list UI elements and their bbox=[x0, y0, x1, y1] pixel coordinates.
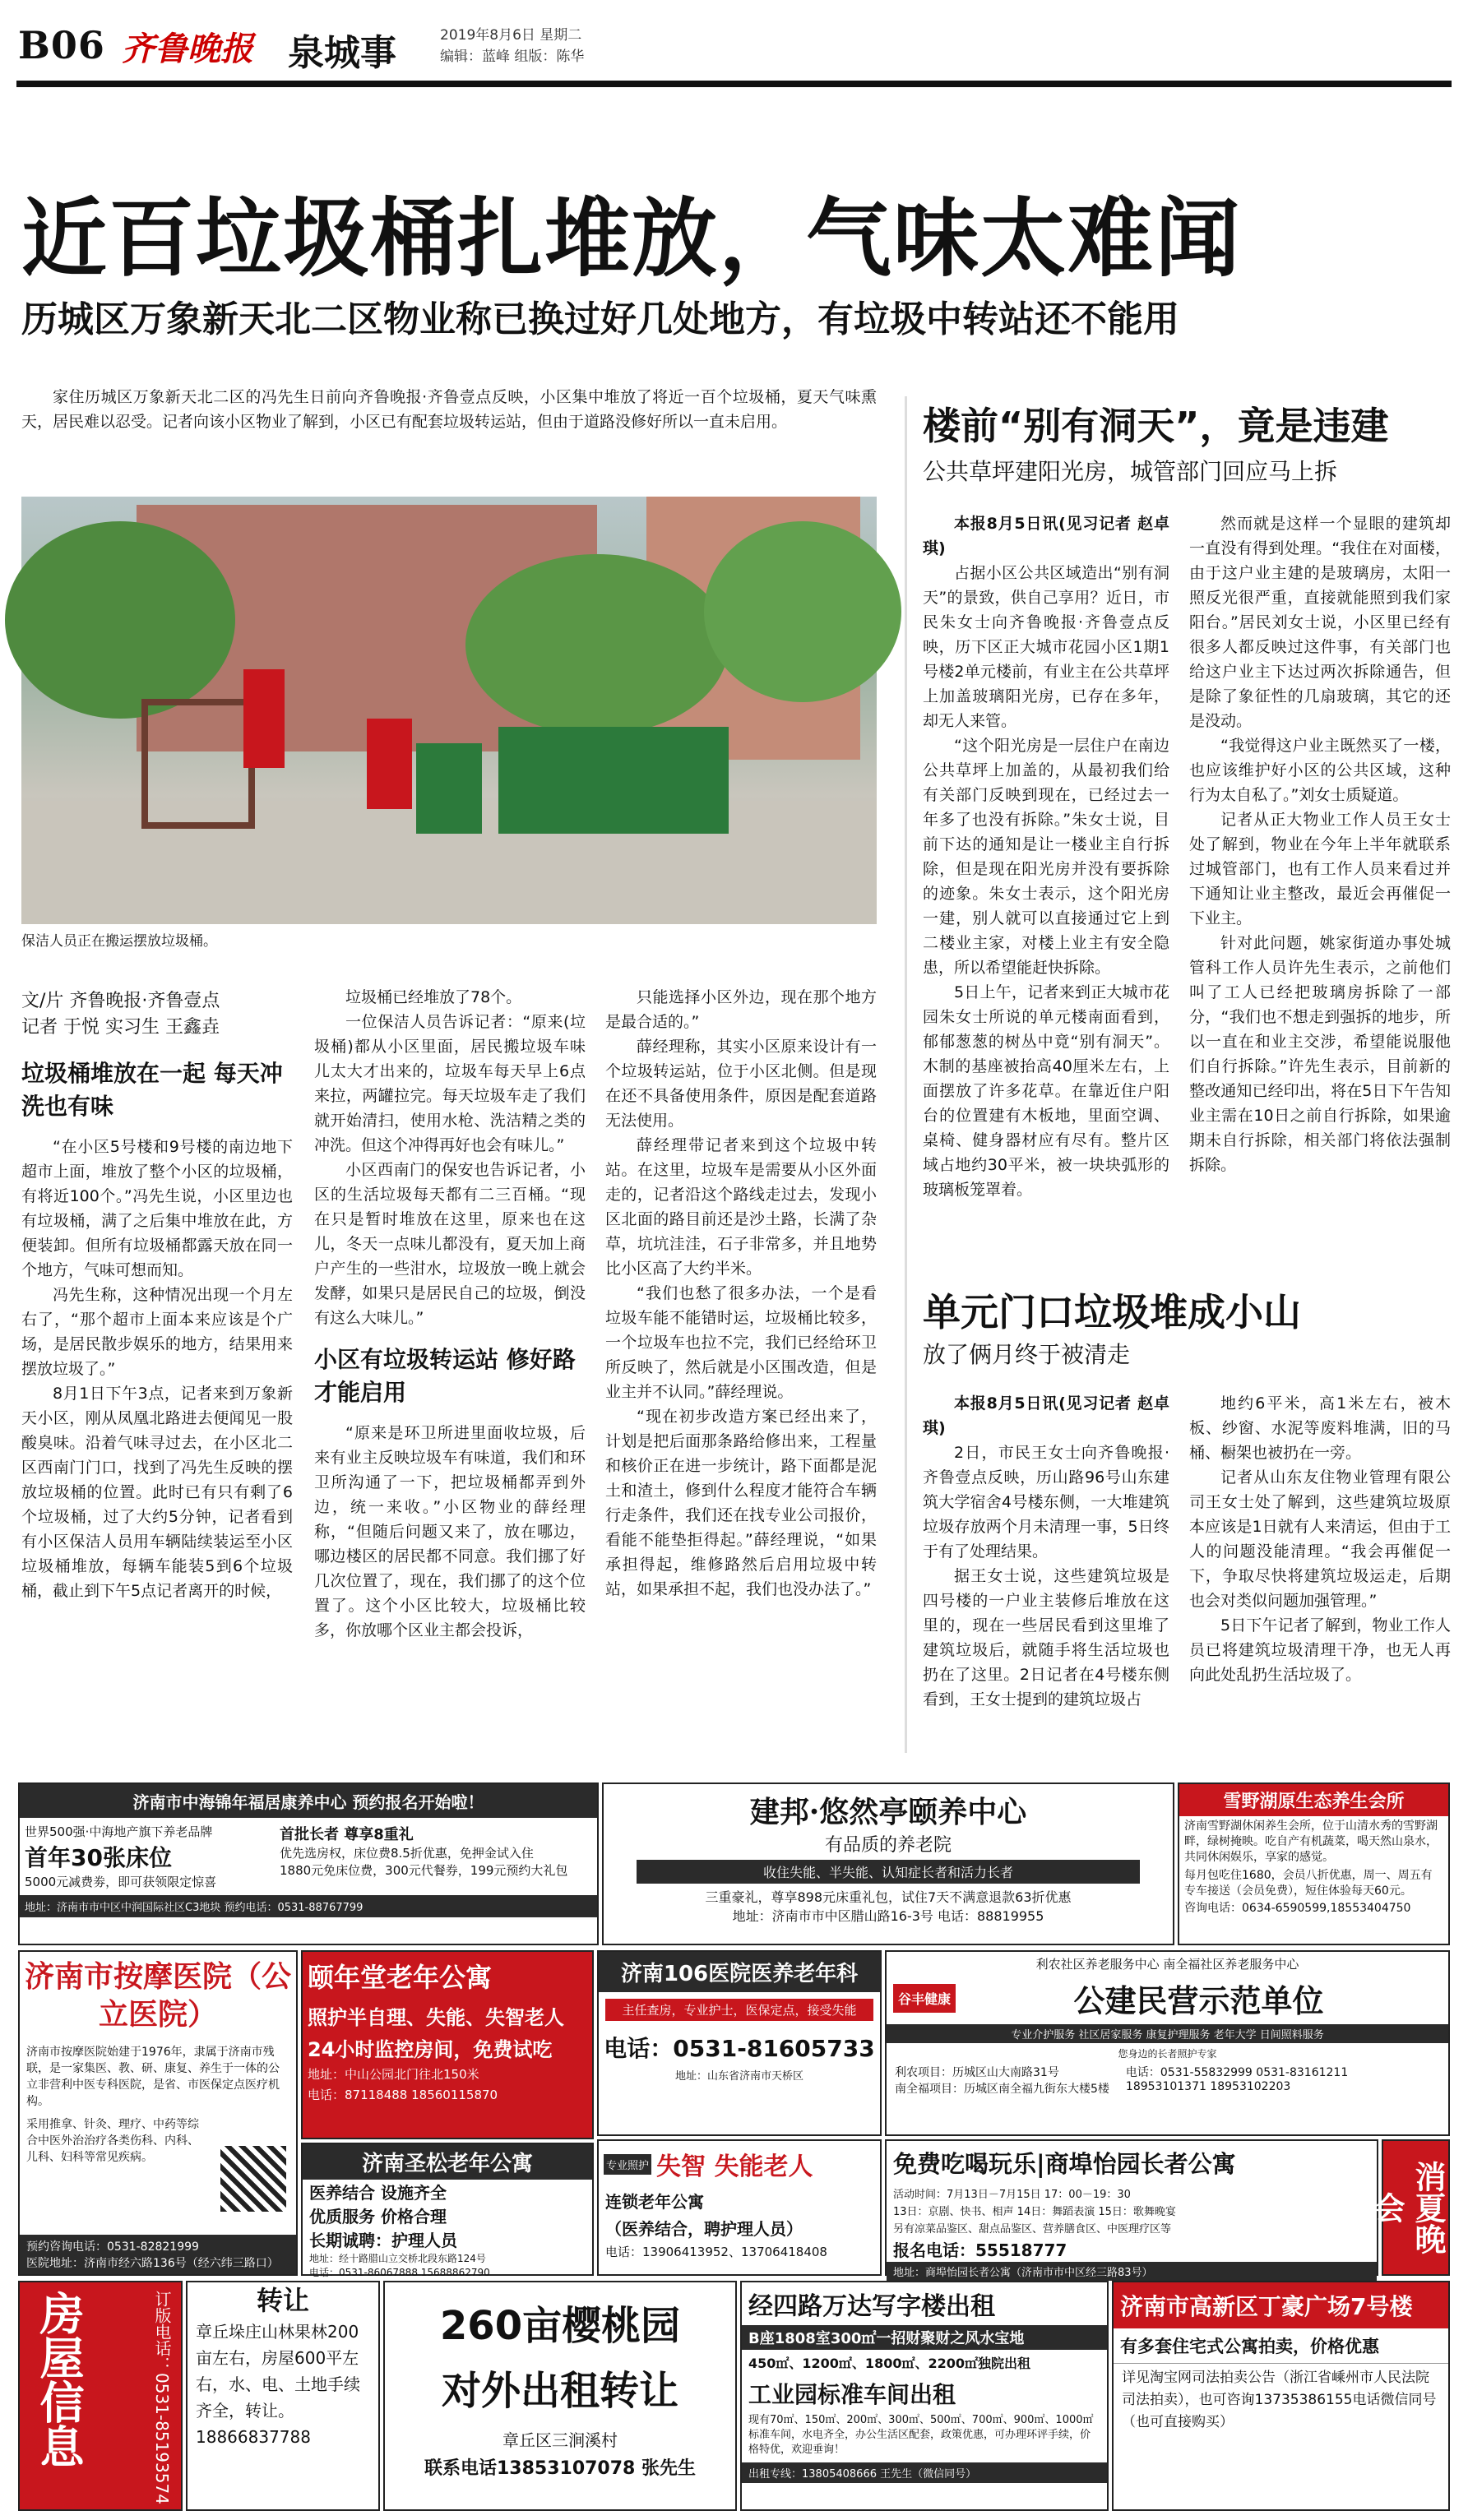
paragraph: 薛经理带记者来到这个垃圾中转站。在这里，垃圾车是需要从小区外面走的，记者沿这个路线走过去，发现小区北面的路目前还是沙土路，长满了杂草，坑坑洼洼，石子非常多，并且地势比小区高了大约半米。 bbox=[605, 1136, 877, 1278]
lead-headline: 近百垃圾桶扎堆放，气味太难闻 bbox=[21, 188, 1243, 289]
story2-byline: 本报8月5日讯(见习记者 赵卓琪) bbox=[923, 515, 1169, 557]
page-number: B06 bbox=[18, 23, 105, 67]
lead-subhead: 历城区万象新天北二区物业称已换过好几处地方，有垃圾中转站还不能用 bbox=[21, 298, 1179, 340]
story3-byline: 本报8月5日讯(见习记者 赵卓琪) bbox=[923, 1394, 1169, 1437]
ad-line: 预约咨询电话：0531-82821999 bbox=[26, 2240, 199, 2254]
ad-title: 济南市中海锦年福居康养中心 预约报名开始啦！ bbox=[20, 1784, 597, 1818]
byline-line: 文/片 齐鲁晚报·齐鲁壹点 bbox=[21, 991, 220, 1011]
ad-line: 电话：0531-55832999 0531-83161211 bbox=[1125, 2066, 1349, 2079]
lead-column-2 bbox=[314, 985, 586, 1643]
ad-house-info bbox=[18, 2281, 183, 2511]
ad-line: 南全福项目：历城区南全福九街东大楼5楼 bbox=[895, 2083, 1109, 2096]
ad-title: 失智 失能老人 bbox=[656, 2152, 813, 2181]
ad-title: 雪野湖原生态养生会所 bbox=[1179, 1784, 1448, 1816]
ad-line: 主任查房，专业护士，医保定点，接受失能 bbox=[605, 1999, 873, 2021]
ad-transfer bbox=[186, 2281, 380, 2511]
ad-title: 经四路万达写字楼出租 bbox=[748, 2292, 995, 2321]
ad-line: 5000元减费劵，即可获领限定惊喜 bbox=[25, 1875, 217, 1889]
ad-line: 收住失能、半失能、认知症长者和活力长者 bbox=[637, 1860, 1140, 1884]
ad-line: 电话：0531-81605733 bbox=[604, 2035, 875, 2062]
ad-line: 有品质的养老院 bbox=[824, 1835, 952, 1856]
bin-shape bbox=[498, 727, 556, 834]
ad-line: 三重豪礼，尊享898元床重礼包，试住7天不满意退款63折优惠 bbox=[705, 1889, 1072, 1905]
lead-column-3 bbox=[605, 985, 877, 1602]
ad-line: 利农项目：历城区山大南路31号 bbox=[895, 2066, 1059, 2079]
ad-shengsong bbox=[301, 2143, 594, 2276]
ad-title: 济南圣松老年公寓 bbox=[303, 2144, 592, 2180]
ad-line: 采用推拿、针灸、理疗、中药等综合中医外治治疗各类伤科、内科、儿科、妇科等常见疾病。 bbox=[26, 2118, 199, 2164]
story2-column-a bbox=[923, 511, 1169, 1202]
ad-wanda-office bbox=[740, 2281, 1109, 2511]
story3-title: 单元门口垃圾堆成小山 bbox=[923, 1290, 1301, 1334]
ad-line: 活动时间：7月13日－7月15日 17：00－19：30 bbox=[893, 2189, 1131, 2201]
ad-footer: 地址：济南市市中区中润国际社区C3地块 预约电话：0531-88767799 bbox=[20, 1895, 597, 1917]
header-meta bbox=[440, 25, 584, 67]
photo-illustration bbox=[21, 497, 877, 924]
ad-line: 您身边的长者照护专家 bbox=[1118, 2048, 1217, 2060]
lead-subheading-1: 垃圾桶堆放在一起 每天冲洗也有味 bbox=[21, 1060, 283, 1120]
paragraph: 记者从山东友住物业管理有限公司王女士处了解到，这些建筑垃圾原本应该是1日就有人来清运，但由于工人的问题没能清理。“我会再催促一下，争取尽快将建筑垃圾运走，后期也会对类似问题加强管理。” bbox=[1189, 1468, 1451, 1610]
ad-line: 首年30张床位 bbox=[25, 1844, 172, 1871]
ad-line: 利农社区养老服务中心 南全福社区养老服务中心 bbox=[1035, 1957, 1299, 1972]
story2-column-b bbox=[1189, 511, 1451, 1177]
ad-right bbox=[280, 1823, 592, 1890]
column-divider bbox=[905, 396, 907, 1753]
ad-line: 每月包吃住1680，会员八折优惠，周一、周五有专车接送（会员免费），短住体验每天60元。 bbox=[1184, 1869, 1433, 1898]
ad-line: 1880元免床位费，300元代餐券，199元预约大礼包 bbox=[280, 1863, 568, 1878]
paragraph: “这个阳光房是一层住户在南边公共草坪上加盖的，从最初我们给有关部门反映到现在，已经过去一年多了也没有拆除。”朱女士说，目前下达的通知是让一楼业主自行拆除，但是现在阳光房并没有要拆除的迹象。朱女士表示，这个阳光房一建，别人就可以直接通过它上到二楼业主家，对楼上业主有安全隐患，所以希望能赶快拆除。 bbox=[923, 737, 1169, 977]
ad-cherry-orchard bbox=[383, 2281, 737, 2511]
ad-line: 现有70㎡、150㎡、200㎡、300㎡、500㎡、700㎡、900㎡、1000㎡标准车间，水电齐全，办公生活区配套，政策优惠，可办理环评手续，价格特优，欢迎垂询！ bbox=[748, 2414, 1094, 2456]
story3-subtitle: 放了俩月终于被清走 bbox=[923, 1341, 1131, 1368]
ad-line: 专业介护服务 社区居家服务 康复护理服务 老年大学 日间照料服务 bbox=[887, 2024, 1448, 2043]
paragraph: 冯先生称，这种情况出现一个月左右了，“那个超市上面本来应该是个广场，是居民散步娱乐的地方，结果用来摆放垃圾了。” bbox=[21, 1286, 293, 1378]
paragraph: 针对此问题，姚家街道办事处城管科工作人员许先生表示，之前他们叫了工人已经把玻璃房拆除了一部分，“我们也不想走到强拆的地步，所以一直在和业主交涉，希望能说服他们自行拆除。”许先生表示，目前新的整改通知已经印出，将在5日下午告知业主需在10日之前自行拆除，如果逾期未自行拆除，相关部门将依法强制拆除。 bbox=[1189, 934, 1451, 1174]
paragraph: 记者从正大物业工作人员王女士处了解到，物业在今年上半年就联系过城管部门，也有工作人员来看过并下通知让业主整改，最近会再催促一下业主。 bbox=[1189, 811, 1451, 927]
paragraph: 占据小区公共区域造出“别有洞天”的景致，供自己享用？近日，市民朱女士向齐鲁晚报·齐鲁壹点反映，历下区正大城市花园小区1期1号楼2单元楼前，有业主在公共草坪上加盖玻璃阳光房，已存在多年，却无人来管。 bbox=[923, 564, 1169, 730]
ad-line: 24小时监控房间，免费试吃 bbox=[308, 2038, 553, 2061]
lead-photo bbox=[21, 497, 877, 924]
ad-care-apartment bbox=[597, 2139, 882, 2276]
ad-line: 地址：商埠怡园长者公寓（济南市市中区经三路83号） bbox=[887, 2262, 1377, 2281]
ad-line: 电话：13906413952、13706418408 bbox=[605, 2245, 827, 2259]
photo-caption: 保洁人员正在搬运摆放垃圾桶。 bbox=[21, 933, 217, 950]
ad-line: 章丘垛庄山林果林200亩左右，房屋600平左右，水、电、土地手续齐全，转让。 bbox=[196, 2322, 360, 2421]
ad-line: 出租专线：13805408666 王先生（微信同号） bbox=[742, 2462, 1107, 2483]
ad-dinghao-plaza bbox=[1112, 2281, 1450, 2511]
ad-line: 报名电话：55518777 bbox=[893, 2240, 1067, 2260]
qr-code-icon bbox=[220, 2146, 286, 2212]
story2-subtitle: 公共草坪建阳光房，城管部门回应马上拆 bbox=[923, 458, 1338, 485]
newspaper-logo: 齐鲁晚报 bbox=[122, 30, 253, 68]
ad-line: 详见淘宝网司法拍卖公告（浙江省嵊州市人民法院司法拍卖），也可咨询13735386155电话微信同号（也可直接购买） bbox=[1114, 2363, 1448, 2437]
issue-date: 2019年8月6日 星期二 bbox=[440, 27, 582, 44]
ad-line: 有多套住宅式公寓拍卖，价格优惠 bbox=[1120, 2337, 1379, 2356]
paragraph: 5日下午记者了解到，物业工作人员已将建筑垃圾清理干净，也无人再向此处乱扔生活垃圾了。 bbox=[1189, 1616, 1451, 1684]
bin-shape bbox=[671, 727, 729, 834]
ad-line: 济南雪野湖休闲养生会所，位于山清水秀的雪野湖畔，绿树掩映。吃自产有机蔬菜，喝天然山泉水，共同休闲娱乐，享家的感觉。 bbox=[1184, 1819, 1438, 1864]
paragraph: 2日，市民王女士向齐鲁晚报·齐鲁壹点反映，历山路96号山东建筑大学宿舍4号楼东侧，一大堆建筑垃圾存放两个月未清理一事，5日终于有了处理结果。 bbox=[923, 1444, 1169, 1561]
ad-line: 13日：京剧、快书、相声 14日：舞蹈表演 15日：歌舞晚宴 bbox=[893, 2206, 1176, 2218]
ad-line: 工业园标准车间出租 bbox=[748, 2381, 956, 2408]
ad-title: 免费吃喝玩乐|商埠怡园长者公寓 bbox=[893, 2150, 1236, 2178]
ad-title: 建邦·悠然亭颐养中心 bbox=[749, 1795, 1027, 1829]
ad-gujian-minying bbox=[885, 1950, 1450, 2136]
story2-title: 楼前“别有洞天”，竟是违建 bbox=[923, 404, 1389, 448]
ad-line: 订版电话：0531-85193574 bbox=[152, 2291, 172, 2504]
ad-title: 济南市高新区丁豪广场7号楼 bbox=[1114, 2282, 1448, 2328]
story3-column-a bbox=[923, 1391, 1169, 1712]
bin-shape bbox=[416, 743, 482, 834]
worker-shape bbox=[243, 669, 285, 768]
paragraph: 地约6平米，高1米左右，被木板、纱窗、水泥等废料堆满，旧的马桶、橱架也被扔在一旁。 bbox=[1189, 1394, 1451, 1462]
ad-line: 地址：经十路腊山立交桥北段东路124号 bbox=[309, 2253, 486, 2264]
ad-title: 房屋信息 bbox=[33, 2291, 86, 2468]
header-rule bbox=[16, 81, 1452, 87]
ad-106-hospital bbox=[597, 1950, 882, 2136]
story3-column-b bbox=[1189, 1391, 1451, 1687]
ad-line: 济南市按摩医院始建于1976年，隶属于济南市残联，是一家集医、教、研、康复、养生于一体的公立非营利中医专科医院，是省、市医保定点医疗机构。 bbox=[26, 2046, 280, 2108]
worker-shape bbox=[367, 719, 412, 809]
ad-line: （医养结合，聘护理人员） bbox=[605, 2219, 803, 2239]
ad-title: 济南市按摩医院（公立医院） bbox=[24, 1960, 291, 2032]
ad-line: 医养结合 设施齐全 bbox=[309, 2183, 447, 2203]
paragraph: 5日上午，记者来到正大城市花园朱女士所说的单元楼南面看到，郁郁葱葱的树丛中竟“别有洞天”。木制的基座被抬高40厘米左右，上面摆放了许多花草。在靠近住户阳台的位置建有木板地，里面空调、桌椅、健身器材应有尽有。整片区域占地约30平米，被一块块弧形的玻璃板笼罩着。 bbox=[923, 983, 1169, 1199]
ad-line: 连锁老年公寓 bbox=[605, 2192, 704, 2212]
ad-line: 医院地址：济南市经六路136号（经六纬三路口） bbox=[26, 2257, 279, 2270]
ad-line: 章丘区三涧溪村 bbox=[502, 2430, 618, 2450]
section-title: 泉城事 bbox=[288, 32, 396, 74]
tree-shape bbox=[465, 554, 729, 735]
paragraph: “我觉得这户业主既然买了一楼，也应该维护好小区的公共区域，这种行为太自私了。”刘女士质疑道。 bbox=[1189, 737, 1451, 804]
ad-line: 18866837788 bbox=[196, 2427, 311, 2447]
ad-line: 电话：0531-86067888 15688862790 bbox=[309, 2267, 490, 2278]
paragraph: “我们也愁了很多办法，一个是看垃圾车能不能错时运，垃圾桶比较多，一个垃圾车也拉不完，我们已经给环卫所反映了，然后就是小区围改造，但是业主并不认同。”薛经理说。 bbox=[605, 1284, 877, 1401]
ad-tag: 专业照护 bbox=[604, 2154, 651, 2175]
ad-line: 世界500强·中海地产旗下养老品牌 bbox=[25, 1824, 213, 1839]
ad-jianbang bbox=[602, 1782, 1174, 1945]
ad-line: 对外出租转让 bbox=[441, 2368, 678, 2414]
bin-shape bbox=[614, 727, 671, 834]
tree-shape bbox=[704, 521, 901, 702]
ad-line: 地址：济南市市中区腊山路16-3号 电话：88819955 bbox=[732, 1908, 1044, 1924]
ad-title: 转让 bbox=[256, 2285, 309, 2316]
lead-subheading-2: 小区有垃圾转运站 修好路才能启用 bbox=[314, 1346, 576, 1406]
ad-zhonghai bbox=[18, 1782, 599, 1945]
ad-massage-hospital bbox=[18, 1950, 298, 2276]
ad-footer bbox=[20, 2235, 296, 2274]
ad-summer-party: 消夏晚会 bbox=[1382, 2139, 1450, 2276]
ad-line: 联系电话13853107078 张先生 bbox=[424, 2458, 697, 2479]
ad-title: 260亩樱桃园 bbox=[439, 2303, 681, 2349]
ad-line: 地址：山东省济南市天桥区 bbox=[674, 2070, 803, 2083]
paragraph: “现在初步改造方案已经出来了，计划是把后面那条路给修出来，工程量和核价正在进一步统计，路下面都是泥土和渣土，修到什么程度才能符合车辆行走条件，我们还在找专业公司报价，看能不能垫拒得起。”薛经理说，“如果承担得起，维修路然后启用垃圾中转站，如果承担不起，我们也没办法了。” bbox=[605, 1408, 877, 1598]
ad-line: 地址：中山公园北门往北150米 bbox=[308, 2067, 479, 2082]
paragraph: 只能选择小区外边，现在那个地方是最合适的。” bbox=[605, 988, 877, 1031]
ad-line: 450㎡、1200㎡、1800㎡、2200㎡独院出租 bbox=[748, 2356, 1030, 2371]
editors-line: 编辑：蓝峰 组版：陈华 bbox=[440, 49, 585, 65]
lead-intro: 家住历城区万象新天北二区的冯先生日前向齐鲁晚报·齐鲁壹点反映，小区集中堆放了将近一百个垃圾桶，夏天气味熏天，居民难以忍受。记者向该小区物业了解到，小区已有配套垃圾转运站，但由于道路没修好所以一直未启用。 bbox=[21, 388, 877, 431]
ad-line: 照护半自理、失能、失智老人 bbox=[308, 2006, 564, 2029]
lead-byline bbox=[21, 988, 220, 1041]
ad-line: 另有凉菜品鉴区、甜点品鉴区、营养膳食区、中医理疗区等 bbox=[893, 2223, 1172, 2236]
brand-logo: 谷丰健康 bbox=[893, 1984, 956, 2013]
ad-line: 长期诚聘：护理人员 bbox=[309, 2231, 457, 2250]
ad-line: 咨询电话：0634-6590599,18553404750 bbox=[1184, 1902, 1411, 1915]
ad-line: 优先选房权，床位费8.5折优惠，免押金试入住 bbox=[280, 1846, 534, 1861]
ad-title: 济南106医院医养老年科 bbox=[599, 1952, 880, 1992]
byline-line: 记者 于悦 实习生 王鑫垚 bbox=[21, 1017, 220, 1038]
paragraph: 一位保洁人员告诉记者：“原来(垃圾桶)都从小区里面，居民搬垃圾车味儿太大才出来的，垃圾车每天早上6点来拉，两罐拉完。每天垃圾车走了我们就开始清扫，使用水枪、洗洁精之类的冲洗。但这个冲得再好也会有味儿。” bbox=[314, 1013, 586, 1154]
ad-line: B座1808室300㎡一招财聚财之风水宝地 bbox=[742, 2325, 1107, 2350]
lead-column-1 bbox=[21, 1044, 293, 1603]
ad-title: 公建民营示范单位 bbox=[1073, 1982, 1324, 2019]
paragraph: 据王女士说，这些建筑垃圾是四号楼的一户业主装修后堆放在这里的，现在一些居民看到这里堆了建筑垃圾后，就随手将生活垃圾也扔在了这里。2日记者在4号楼东侧看到，王女士提到的建筑垃圾占 bbox=[923, 1567, 1169, 1709]
paragraph: 8月1日下午3点，记者来到万象新天小区，刚从凤凰北路进去便闻见一股酸臭味。沿着气味寻过去，在小区北二区西南门门口，找到了冯先生反映的摆放垃圾桶的位置。此时已有只有剩了6个垃圾桶，过了大约5分钟，记者看到有小区保洁人员用车辆陆续装运至小区垃圾桶堆放，每辆车能装5到6个垃圾桶，截止到下午5点记者离开的时候， bbox=[21, 1385, 293, 1600]
ad-title: 颐年堂老年公寓 bbox=[308, 1962, 493, 1993]
paragraph: “在小区5号楼和9号楼的南边地下超市上面，堆放了整个小区的垃圾桶，有将近100个。”冯先生说，小区里边也有垃圾桶，满了之后集中堆放在此，方便装卸。但所有垃圾桶都露天放在同一个地方，气味可想而知。 bbox=[21, 1138, 293, 1279]
ad-left bbox=[25, 1823, 271, 1890]
ad-line: 首批长者 尊享8重礼 bbox=[280, 1826, 414, 1843]
paragraph: 薛经理称，其实小区原来设计有一个垃圾转运站，位于小区北侧。但是现在还不具备使用条件，原因是配套道路无法使用。 bbox=[605, 1038, 877, 1130]
bin-shape bbox=[556, 727, 614, 834]
paragraph: “原来是环卫所进里面收垃圾，后来有业主反映垃圾车有味道，我们和环卫所沟通了一下，把垃圾桶都弄到外边，统一来收。”小区物业的薛经理称，“但随后问题又来了，放在哪边，哪边楼区的居民都不同意。我们挪了好几次位置了，现在，我们挪了的这个位置了。这个小区比较大，垃圾桶比较多，你放哪个区业主都会投诉， bbox=[314, 1424, 586, 1639]
ad-shangbu-yiyuan bbox=[885, 2139, 1378, 2279]
ad-xueyehu bbox=[1178, 1782, 1450, 1945]
ad-line: 18953101371 18953102203 bbox=[1125, 2080, 1291, 2093]
paragraph: 小区西南门的保安也告诉记者，小区的生活垃圾每天都有二三百桶。“现在只是暂时堆放在这里，原来也在这儿，冬天一点味儿都没有，夏天加上商户产生的一些泔水，垃圾放一晚上就会发酵，如果只是居民自己的垃圾，倒没有这么大味儿。” bbox=[314, 1161, 586, 1327]
tree-shape bbox=[5, 521, 235, 719]
ad-line: 电话：87118488 18560115870 bbox=[308, 2088, 498, 2102]
paragraph: 然而就是这样一个显眼的建筑却一直没有得到处理。“我住在对面楼，由于这户业主建的是玻璃房，太阳一照反光很严重，直接就能照到我们家阳台。”居民刘女士说，小区里已经有很多人都反映过这件事，有关部门也给这户业主下达过两次拆除通告，但是除了象征性的几扇玻璃，其它的还是没动。 bbox=[1189, 515, 1451, 730]
ad-yiniantang bbox=[301, 1950, 594, 2139]
ad-line: 优质服务 价格合理 bbox=[309, 2207, 447, 2226]
paragraph: 垃圾桶已经堆放了78个。 bbox=[345, 988, 522, 1006]
